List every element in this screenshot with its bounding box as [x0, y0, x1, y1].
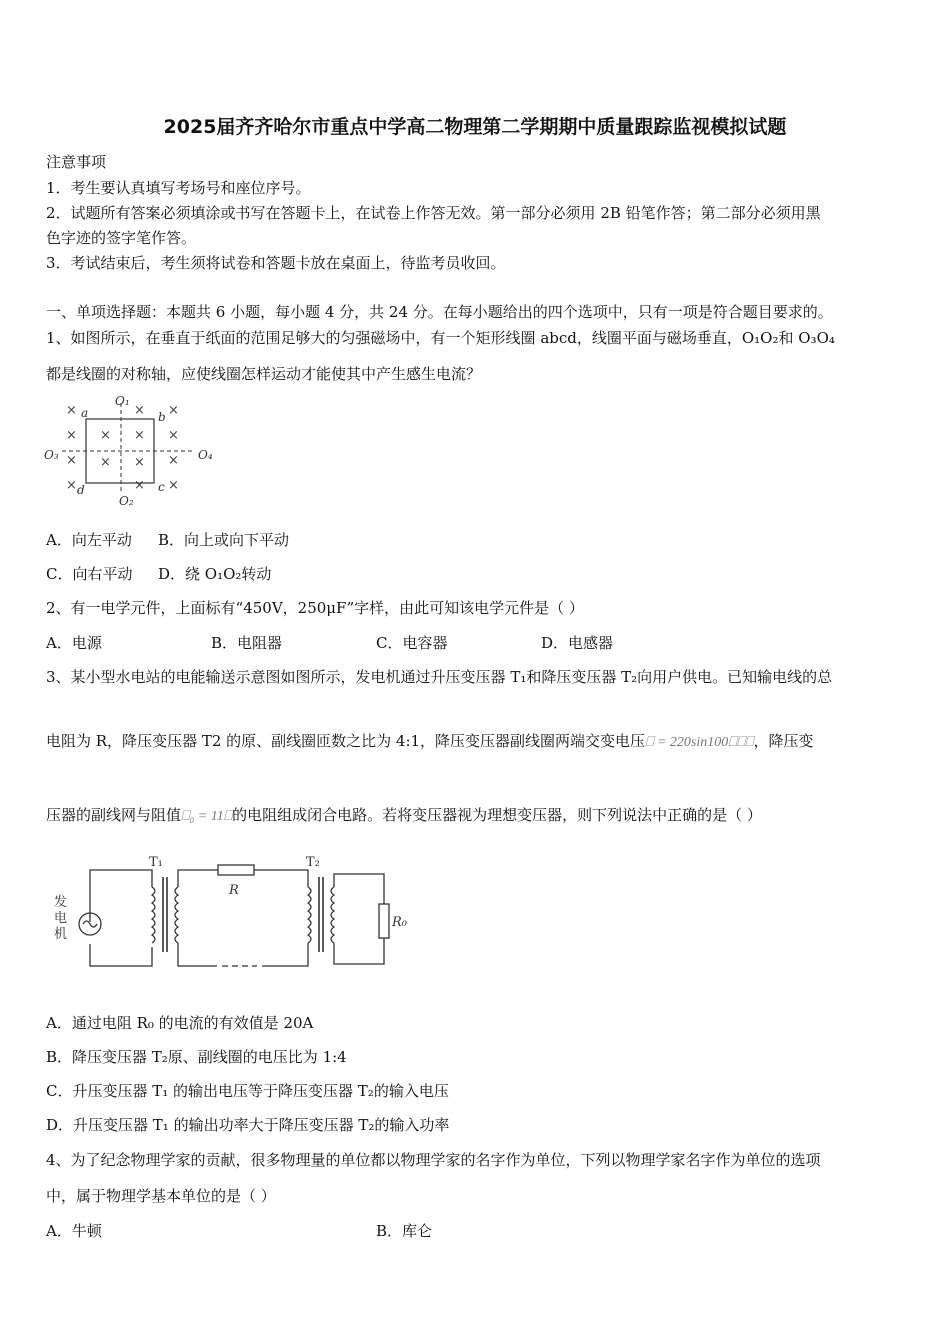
- q2-option-b: B．电阻器: [211, 634, 283, 652]
- cross-mark: ×: [134, 428, 145, 443]
- cross-mark: ×: [66, 428, 77, 443]
- q2-option-d: D．电感器: [541, 634, 614, 652]
- cross-mark: ×: [168, 403, 179, 418]
- label-o2: O₂: [119, 494, 134, 508]
- q3-stem-line3: [46, 805, 762, 827]
- q3-stem-line1: 3、某小型水电站的电能输送示意图如图所示，发电机通过升压变压器 T₁和降压变压器 T₂向用户供电。已知输电线的总: [46, 668, 833, 686]
- page-title: 2025届齐齐哈尔市重点中学高二物理第二学期期中质量跟踪监视模拟试题: [163, 116, 787, 138]
- notice-item: 3．考试结束后，考生须将试卷和答题卡放在桌面上，待监考员收回。: [46, 254, 506, 272]
- q1-option-d: D．绕 O₁O₂转动: [158, 565, 272, 583]
- q1-stem-line1: 1、如图所示，在垂直于纸面的范围足够大的匀强磁场中，有一个矩形线圈 abcd，线圈平面与磁场垂直，O₁O₂和 O₃O₄: [46, 329, 835, 347]
- label-t2: T₂: [306, 855, 320, 870]
- cross-mark: ×: [66, 403, 77, 418]
- notice-item: 1．考生要认真填写考场号和座位序号。: [46, 179, 311, 197]
- label-d: d: [77, 483, 85, 497]
- label-c: c: [158, 480, 165, 494]
- generator-label: 发: [54, 895, 68, 910]
- cross-mark: ×: [168, 453, 179, 468]
- cross-mark: ×: [66, 453, 77, 468]
- cross-mark: ×: [66, 478, 77, 493]
- q4-stem-line1: 4、为了纪念物理学家的贡献，很多物理量的单位都以物理学家的名字作为单位，下列以物理学家名字作为单位的选项: [46, 1151, 821, 1169]
- label-o1: O₁: [115, 394, 130, 408]
- q1-stem-line2: 都是线圈的对称轴，应使线圈怎样运动才能使其中产生感生电流？: [46, 365, 482, 383]
- q2-stem: 2、有一电学元件，上面标有“450V，250μF”字样，由此可知该电学元件是（ ）: [46, 599, 584, 617]
- label-r: R: [229, 883, 239, 898]
- q2-option-c: C．电容器: [376, 634, 448, 652]
- q3-stem-line2: [46, 731, 813, 753]
- q1-option-a: A．向左平动: [46, 531, 132, 549]
- label-o3: O₃: [44, 448, 59, 462]
- q3-circuit-figure: [52, 852, 417, 977]
- q3-option-d: D．升压变压器 T₁ 的输出功率大于降压变压器 T₂的输入功率: [46, 1116, 450, 1134]
- q3-text: ，降压变: [753, 732, 814, 750]
- section-heading: 一、单项选择题：本题共 6 小题，每小题 4 分，共 24 分。在每小题给出的四个选项中，只有一项是符合题目要求的。: [46, 303, 833, 321]
- q1-coil-figure: [44, 393, 219, 511]
- notice-item: 色字迹的签字笔作答。: [46, 229, 197, 247]
- generator-label: 机: [54, 927, 68, 942]
- generator-label: 电: [54, 911, 68, 926]
- q3-option-c: C．升压变压器 T₁ 的输出电压等于降压变压器 T₂的输入电压: [46, 1082, 449, 1100]
- q1-option-b: B．向上或向下平动: [158, 531, 290, 549]
- cross-mark: ×: [134, 478, 145, 493]
- cross-mark: ×: [168, 428, 179, 443]
- q4-stem-line2: 中，属于物理学基本单位的是（ ）: [46, 1187, 276, 1205]
- cross-mark: ×: [134, 403, 145, 418]
- q3-option-a: A．通过电阻 R₀ 的电流的有效值是 20A: [46, 1014, 314, 1032]
- q2-option-a: A．电源: [46, 634, 102, 652]
- q3-option-b: B．降压变压器 T₂原、副线圈的电压比为 1:4: [46, 1048, 347, 1066]
- q4-option-b: B．库仑: [376, 1222, 433, 1240]
- cross-mark: ×: [168, 478, 179, 493]
- q3-text: 的电阻组成闭合电路。若将变压器视为理想变压器，则下列说法中正确的是（ ）: [232, 806, 762, 824]
- notice-heading: 注意事项: [46, 153, 107, 171]
- label-b: b: [158, 410, 166, 424]
- label-a: a: [81, 406, 89, 420]
- q1-option-c: C．向右平动: [46, 565, 133, 583]
- cross-mark: ×: [100, 455, 111, 470]
- q3-text: 压器的副线网与阻值: [46, 806, 182, 824]
- resistor-r: [218, 865, 254, 875]
- label-o4: O₄: [198, 448, 213, 462]
- cross-mark: ×: [134, 455, 145, 470]
- voltage-formula: ⎕ = 220sin100⎕⎕⎕: [645, 735, 754, 750]
- label-r0: R₀: [392, 915, 407, 930]
- resistance-formula: ⎕₀ = 11⎕: [181, 809, 233, 824]
- q3-text: 电阻为 R，降压变压器 T2 的原、副线圈匝数之比为 4:1，降压变压器副线圈两端交变电压: [46, 732, 646, 750]
- label-t1: T₁: [149, 855, 163, 870]
- resistor-r0: [379, 904, 389, 938]
- cross-mark: ×: [100, 428, 111, 443]
- notice-item: 2．试题所有答案必须填涂或书写在答题卡上，在试卷上作答无效。第一部分必须用 2B 铅笔作答；第二部分必须用黑: [46, 204, 821, 222]
- q4-option-a: A．牛顿: [46, 1222, 102, 1240]
